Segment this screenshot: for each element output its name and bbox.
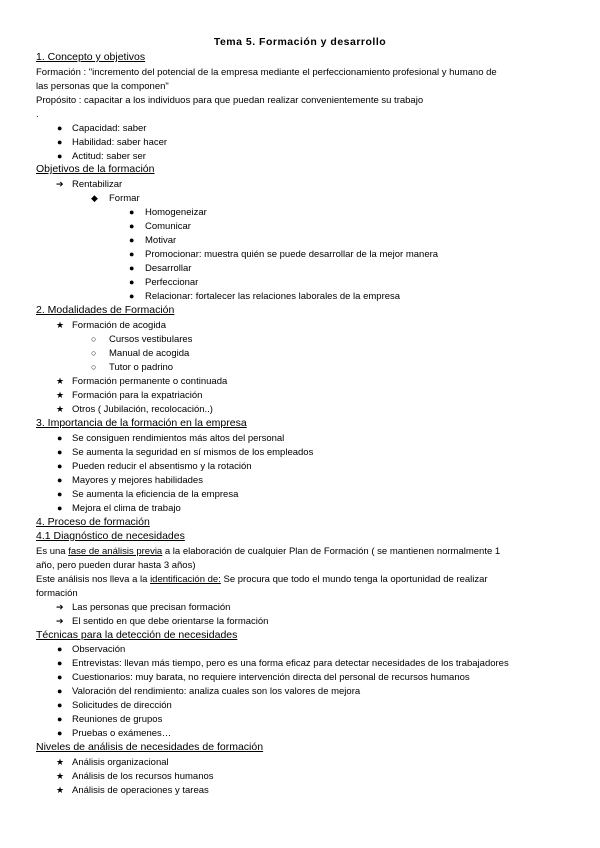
bullet-dot-icon: ● bbox=[57, 658, 63, 668]
star-bullet-icon: ★ bbox=[56, 390, 65, 400]
section-1-heading: 1. Concepto y objetivos bbox=[36, 51, 146, 63]
list-item: Mayores y mejores habilidades bbox=[72, 475, 203, 486]
list-item: Se aumenta la eficiencia de la empresa bbox=[72, 489, 239, 500]
section-2-heading: 2. Modalidades de Formación bbox=[36, 304, 175, 316]
section-3-heading: 3. Importancia de la formación en la empresa bbox=[36, 417, 247, 429]
objectives-heading: Objetivos de la formación bbox=[36, 163, 155, 175]
star-bullet-icon: ★ bbox=[56, 785, 65, 795]
arrow-right-icon: ➔ bbox=[56, 179, 64, 189]
bullet-dot-icon: ● bbox=[57, 461, 63, 471]
star-bullet-icon: ★ bbox=[56, 376, 65, 386]
diamond-bullet-icon: ◆ bbox=[91, 193, 98, 203]
list-item: Valoración del rendimiento: analiza cuales son los valores de mejora bbox=[72, 686, 361, 697]
bullet-dot-icon: ● bbox=[129, 207, 135, 217]
bullet-dot-icon: ● bbox=[57, 123, 63, 133]
list-item: Rentabilizar bbox=[72, 179, 123, 190]
bullet-dot-icon: ● bbox=[57, 489, 63, 499]
text-span: a la elaboración de cualquier Plan de Formación ( se mantienen normalmente 1 bbox=[162, 546, 501, 557]
bullet-dot-icon: ● bbox=[57, 728, 63, 738]
star-bullet-icon: ★ bbox=[56, 771, 65, 781]
purpose-line: Propósito : capacitar a los individuos para que puedan realizar convenientemente su trabajo bbox=[36, 95, 424, 106]
list-item: Comunicar bbox=[145, 221, 191, 232]
circle-bullet-icon: ○ bbox=[91, 334, 97, 344]
underlined-text: identificación de: bbox=[150, 574, 221, 585]
dot-line: . bbox=[36, 109, 39, 120]
list-item: Otros ( Jubilación, recolocación..) bbox=[72, 404, 213, 415]
bullet-dot-icon: ● bbox=[57, 137, 63, 147]
subsection-4-1-heading: 4.1 Diagnóstico de necesidades bbox=[36, 530, 185, 542]
list-item: Formar bbox=[109, 193, 140, 204]
bullet-dot-icon: ● bbox=[57, 447, 63, 457]
paragraph-2-line-1 bbox=[36, 573, 488, 586]
bullet-dot-icon: ● bbox=[57, 672, 63, 682]
techniques-heading: Técnicas para la detección de necesidades bbox=[36, 629, 238, 641]
paragraph-1-line-2: año, pero pueden durar hasta 3 años) bbox=[36, 560, 196, 571]
circle-bullet-icon: ○ bbox=[91, 348, 97, 358]
list-item: El sentido en que debe orientarse la formación bbox=[72, 616, 269, 627]
list-item: Se aumenta la seguridad en sí mismos de los empleados bbox=[72, 447, 314, 458]
bullet-dot-icon: ● bbox=[57, 475, 63, 485]
list-item: Promocionar: muestra quién se puede desarrollar de la mejor manera bbox=[145, 249, 439, 260]
bullet-dot-icon: ● bbox=[57, 151, 63, 161]
text-span: Este análisis nos lleva a la bbox=[36, 574, 151, 585]
levels-heading: Niveles de análisis de necesidades de formación bbox=[36, 741, 264, 753]
list-item: Manual de acogida bbox=[109, 348, 190, 359]
list-item: Tutor o padrino bbox=[109, 362, 174, 373]
list-item: Pruebas o exámenes… bbox=[72, 728, 172, 739]
list-item: Homogeneizar bbox=[145, 207, 207, 218]
list-item: Entrevistas: llevan más tiempo, pero es una forma eficaz para detectar necesidades de los trabajadores bbox=[72, 658, 509, 669]
bullet-dot-icon: ● bbox=[57, 700, 63, 710]
list-item: Reuniones de grupos bbox=[72, 714, 163, 725]
underlined-text: fase de análisis previa bbox=[68, 546, 163, 557]
list-item: Formación permanente o continuada bbox=[72, 376, 228, 387]
list-item: Se consiguen rendimientos más altos del personal bbox=[72, 433, 285, 444]
star-bullet-icon: ★ bbox=[56, 404, 65, 414]
bullet-dot-icon: ● bbox=[57, 714, 63, 724]
definition-line-1: Formación : "incremento del potencial de la empresa mediante el perfeccionamiento profesional y humano de bbox=[36, 67, 497, 78]
list-item: Relacionar: fortalecer las relaciones laborales de la empresa bbox=[145, 291, 401, 302]
list-item: Formación de acogida bbox=[72, 320, 166, 331]
bullet-dot-icon: ● bbox=[129, 277, 135, 287]
list-item: Análisis organizacional bbox=[72, 757, 169, 768]
bullet-dot-icon: ● bbox=[129, 291, 135, 301]
list-item: Solicitudes de dirección bbox=[72, 700, 172, 711]
circle-bullet-icon: ○ bbox=[91, 362, 97, 372]
section-4-heading: 4. Proceso de formación bbox=[36, 516, 150, 528]
list-item: Análisis de operaciones y tareas bbox=[72, 785, 209, 796]
bullet-dot-icon: ● bbox=[57, 503, 63, 513]
star-bullet-icon: ★ bbox=[56, 320, 65, 330]
list-item: Observación bbox=[72, 644, 126, 655]
arrow-right-icon: ➔ bbox=[56, 602, 64, 612]
definition-line-2: las personas que la componen" bbox=[36, 81, 169, 92]
bullet-dot-icon: ● bbox=[129, 249, 135, 259]
bullet-dot-icon: ● bbox=[57, 686, 63, 696]
list-item: Formación para la expatriación bbox=[72, 390, 203, 401]
paragraph-1-line-1 bbox=[36, 545, 500, 558]
list-item: Pueden reducir el absentismo y la rotación bbox=[72, 461, 252, 472]
list-item: Análisis de los recursos humanos bbox=[72, 771, 214, 782]
list-item: Motivar bbox=[145, 235, 177, 246]
text-span: Se procura que todo el mundo tenga la oportunidad de realizar bbox=[220, 574, 488, 585]
bullet-dot-icon: ● bbox=[57, 644, 63, 654]
text-span: Es una bbox=[36, 546, 69, 557]
arrow-right-icon: ➔ bbox=[56, 616, 64, 626]
bullet-dot-icon: ● bbox=[129, 221, 135, 231]
list-item: Habilidad: saber hacer bbox=[72, 137, 168, 148]
list-item: Perfeccionar bbox=[145, 277, 199, 288]
bullet-dot-icon: ● bbox=[129, 235, 135, 245]
list-item: Mejora el clima de trabajo bbox=[72, 503, 181, 514]
list-item: Las personas que precisan formación bbox=[72, 602, 231, 613]
paragraph-2-line-2: formación bbox=[36, 588, 78, 599]
list-item: Desarrollar bbox=[145, 263, 192, 274]
list-item: Cuestionarios: muy barata, no requiere intervención directa del personal de recursos humanos bbox=[72, 672, 470, 683]
list-item: Capacidad: saber bbox=[72, 123, 147, 134]
list-item: Actitud: saber ser bbox=[72, 151, 146, 162]
document-title: Tema 5. Formación y desarrollo bbox=[213, 36, 387, 48]
bullet-dot-icon: ● bbox=[129, 263, 135, 273]
star-bullet-icon: ★ bbox=[56, 757, 65, 767]
bullet-dot-icon: ● bbox=[57, 433, 63, 443]
list-item: Cursos vestibulares bbox=[109, 334, 193, 345]
